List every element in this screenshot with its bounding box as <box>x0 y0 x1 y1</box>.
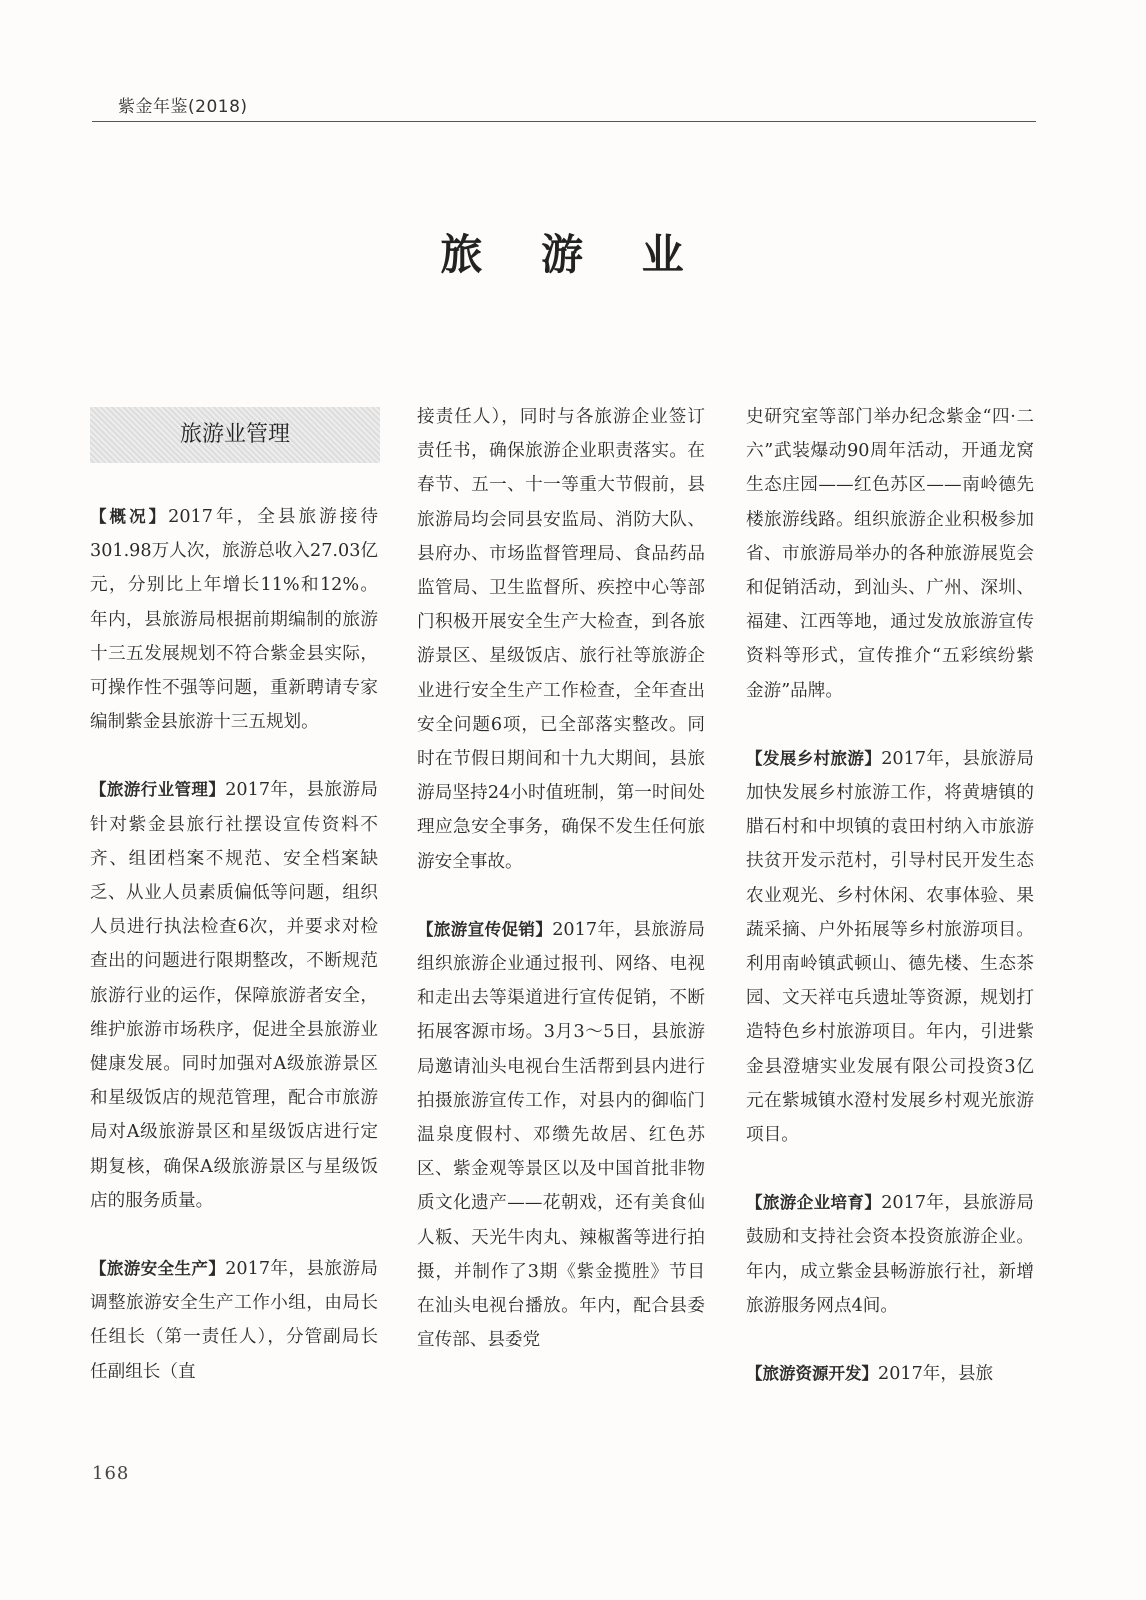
header-title: 紫金年鉴(2018) <box>118 97 248 117</box>
column-1 <box>90 400 378 1389</box>
paragraph <box>746 742 1034 1152</box>
paragraph <box>90 500 378 739</box>
section-title: 旅游业管理 <box>179 421 290 447</box>
paragraph-body: 史研究室等部门举办纪念紫金“四·二六”武装爆动90周年活动，开通龙窝生态庄园——红色苏区——南岭德先楼旅游线路。组织旅游企业积极参加省、市旅游局举办的各种旅游展览会和促销活动，到汕头、广州、深圳、福建、江西等地，通过发放旅游宣传资料等形式，宣传推介“五彩缤纷紫金游”品牌。 <box>746 407 1034 701</box>
paragraph <box>90 773 378 1218</box>
paragraph <box>746 1357 1034 1391</box>
paragraph <box>90 1252 378 1389</box>
paragraph-heading: 【旅游宣传促销】 <box>417 919 553 939</box>
paragraph-body: 2017年，县旅游局加快发展乡村旅游工作，将黄塘镇的腊石村和中坝镇的袁田村纳入市旅游扶贫开发示范村，引导村民开发生态农业观光、乡村休闲、农事体验、果蔬采摘、户外拓展等乡村旅游项目。利用南岭镇武顿山、德先楼、生态茶园、文天祥屯兵遗址等资源，规划打造特色乡村旅游项目。年内，引进紫金县澄塘实业发展有限公司投资3亿元在紫城镇水澄村发展乡村观光旅游项目。 <box>746 748 1034 1146</box>
paragraph <box>417 400 705 879</box>
column-3 <box>746 400 1034 1391</box>
paragraph-body: 接责任人），同时与各旅游企业签订责任书，确保旅游企业职责落实。在春节、五一、十一等重大节假前，县旅游局均会同县安监局、消防大队、县府办、市场监督管理局、食品药品监管局、卫生监督所、疾控中心等部门积极开展安全生产大检查，到各旅游景区、星级饭店、旅行社等旅游企业进行安全生产工作检查，全年查出安全问题6项，已全部落实整改。同时在节假日期间和十九大期间，县旅游局坚持24小时值班制，第一时间处理应急安全事务，确保不发生任何旅游安全事故。 <box>417 407 705 872</box>
paragraph-body: 2017年，县旅游局调整旅游安全生产工作小组，由局长任组长（第一责任人），分管副局长任副组长（直 <box>90 1259 378 1382</box>
column-2 <box>417 400 705 1357</box>
paragraph-heading: 【概况】 <box>90 507 169 526</box>
page-number: 168 <box>92 1463 130 1484</box>
paragraph-heading: 【旅游企业培育】 <box>746 1193 882 1213</box>
header-rule <box>92 121 1036 122</box>
chapter-title: 旅 游 业 <box>440 230 706 279</box>
paragraph-body: 2017年，县旅游局组织旅游企业通过报刊、网络、电视和走出去等渠道进行宣传促销，不断拓展客源市场。3月3～5日，县旅游局邀请汕头电视台生活帮到县内进行拍摄旅游宣传工作，对县内的御临门温泉度假村、邓缵先故居、红色苏区、紫金观等景区以及中国首批非物质文化遗产——花朝戏，还有美食仙人粄、天光牛肉丸、辣椒酱等进行拍摄，并制作了3期《紫金揽胜》节目在汕头电视台播放。年内，配合县委宣传部、县委党 <box>417 919 705 1351</box>
paragraph <box>746 1186 1034 1323</box>
paragraph-body: 2017年，县旅游局针对紫金县旅行社摆设宣传资料不齐、组团档案不规范、安全档案缺乏、从业人员素质偏低等问题，组织人员进行执法检查6次，并要求对检查出的问题进行限期整改，不断规范旅游行业的运作，保障旅游者安全，维护旅游市场秩序，促进全县旅游业健康发展。同时加强对A级旅游景区和星级饭店的规范管理，配合市旅游局对A级旅游景区和星级饭店进行定期复核，确保A级旅游景区与星级饭店的服务质量。 <box>90 780 378 1211</box>
paragraph-heading: 【旅游资源开发】 <box>746 1364 878 1384</box>
paragraph <box>746 400 1034 708</box>
paragraph <box>417 913 705 1358</box>
paragraph-heading: 【发展乡村旅游】 <box>746 748 882 768</box>
section-title-box <box>90 407 380 463</box>
paragraph-body: 2017年，县旅 <box>878 1364 994 1385</box>
paragraph-body: 2017年，全县旅游接待301.98万人次，旅游总收入27.03亿元，分别比上年增长11%和12%。年内，县旅游局根据前期编制的旅游十三五发展规划不符合紫金县实际，可操作性不强等问题，重新聘请专家编制紫金县旅游十三五规划。 <box>90 507 378 733</box>
paragraph-heading: 【旅游行业管理】 <box>90 780 226 800</box>
paragraph-heading: 【旅游安全生产】 <box>90 1259 226 1279</box>
paragraph-body: 2017年，县旅游局鼓励和支持社会资本投资旅游企业。年内，成立紫金县畅游旅行社，新增旅游服务网点4间。 <box>746 1193 1034 1316</box>
